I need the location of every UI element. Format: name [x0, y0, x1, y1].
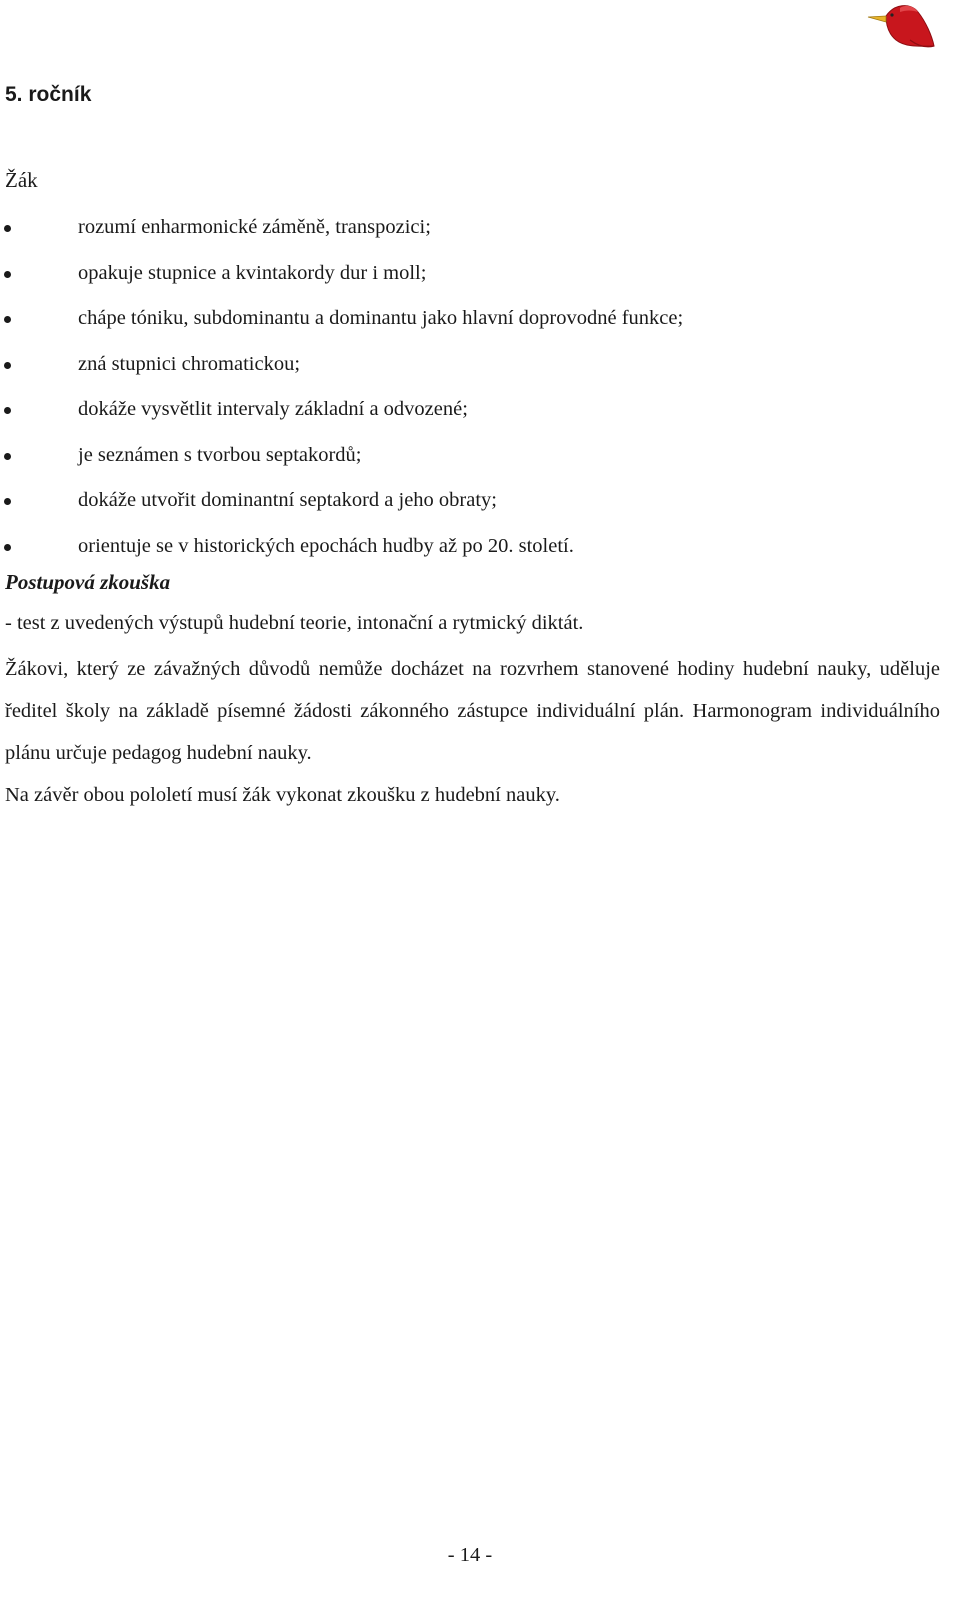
outcome-text: orientuje se v historických epochách hudby až po 20. století.	[78, 534, 574, 557]
outcome-text: chápe tóniku, subdominantu a dominantu jako hlavní doprovodné funkce;	[78, 307, 684, 329]
bullet-icon	[4, 498, 11, 505]
bullet-icon	[4, 225, 11, 232]
list-item	[0, 212, 960, 258]
page-title: 5. ročník	[5, 83, 92, 106]
bullet-icon	[4, 316, 11, 323]
outcome-text: opakuje stupnice a kvintakordy dur i moll;	[78, 261, 427, 284]
exam-heading: Postupová zkouška	[5, 570, 171, 594]
outcome-text: dokáže utvořit dominantní septakord a jeho obraty;	[78, 489, 497, 511]
list-item	[0, 303, 960, 349]
list-item	[0, 394, 960, 440]
final-exam-paragraph: Na závěr obou pololetí musí žák vykonat zkoušku z hudební nauky.	[5, 784, 560, 806]
list-item	[0, 440, 960, 486]
list-item	[0, 349, 960, 395]
exam-description: - test z uvedených výstupů hudební teorie, intonační a rytmický diktát.	[5, 612, 584, 634]
subject-label: Žák	[5, 168, 38, 192]
bullet-icon	[4, 453, 11, 460]
list-item	[0, 258, 960, 304]
page-number: - 14 -	[447, 1544, 493, 1566]
individual-plan-paragraph: Žákovi, který ze závažných důvodů nemůže docházet na rozvrhem stanovené hodiny hudební nauky, uděluje ředitel školy na základě písemné žádosti zákonného zástupce individuální plán. Harmonogram individuálního plánu určuje pedagog hudební nauky.	[5, 658, 940, 764]
bullet-icon	[4, 544, 11, 551]
outcome-text: rozumí enharmonické záměně, transpozici;	[78, 216, 431, 238]
outcome-text: zná stupnici chromatickou;	[78, 352, 301, 375]
outcome-text: je seznámen s tvorbou septakordů;	[78, 443, 362, 466]
list-item	[0, 485, 960, 531]
bullet-icon	[4, 407, 11, 414]
outcome-text: dokáže vysvětlit intervaly základní a odvozené;	[78, 398, 468, 420]
bullet-icon	[4, 271, 11, 278]
learning-outcomes-list	[0, 212, 960, 576]
bird-logo-icon	[866, 2, 936, 52]
bullet-icon	[4, 362, 11, 369]
